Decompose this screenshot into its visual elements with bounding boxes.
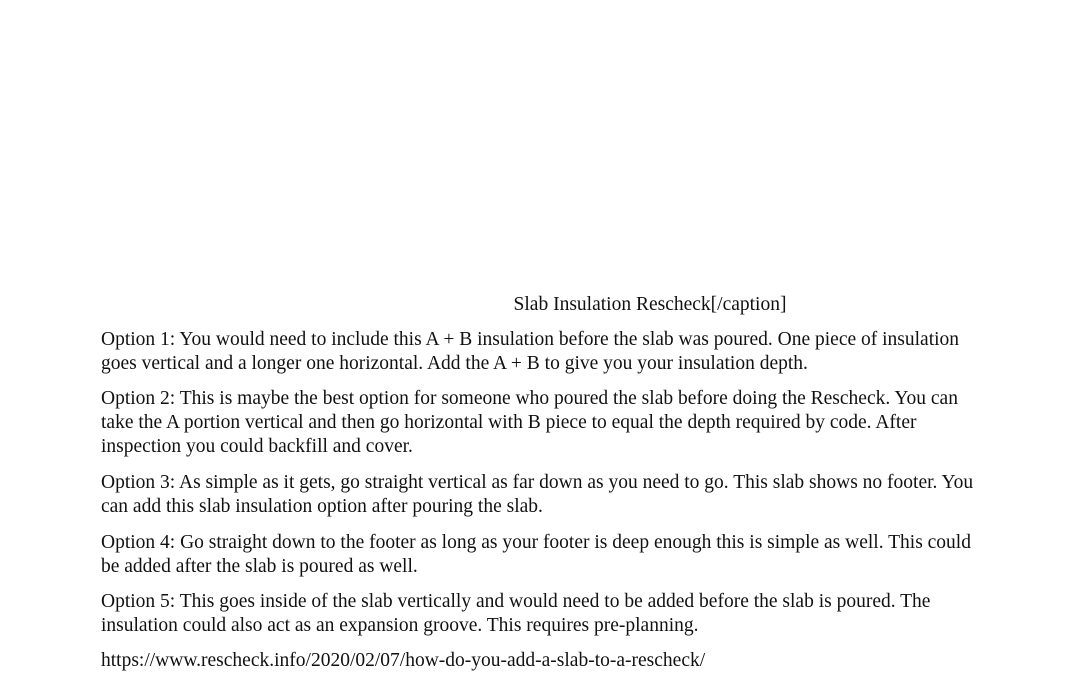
option-1-paragraph: Option 1: You would need to include this A + B insulation before the slab was poured. One piece of insulation goes vertical and a longer one horizontal. Add the A + B to give you your insulation depth. bbox=[101, 329, 960, 374]
option-3-paragraph: Option 3: As simple as it gets, go straight vertical as far down as you need to go. This slab shows no footer. You can add this slab insulation option after pouring the slab. bbox=[101, 472, 974, 517]
option-4-paragraph: Option 4: Go straight down to the footer as long as your footer is deep enough this is simple as well. This could be added after the slab is poured as well. bbox=[101, 532, 971, 577]
option-2-paragraph: Option 2: This is maybe the best option for someone who poured the slab before doing the Rescheck. You can take the A portion vertical and then go horizontal with B piece to equal the depth required by code. After inspection you could backfill and cover. bbox=[101, 388, 958, 457]
option-5-paragraph: Option 5: This goes inside of the slab vertically and would need to be added before the slab is poured. The insulation could also act as an expansion groove. This requires pre-planning. bbox=[101, 591, 931, 636]
image-caption: Slab Insulation Rescheck[/caption] bbox=[513, 294, 787, 315]
source-link[interactable]: https://www.rescheck.info/2020/02/07/how-do-you-add-a-slab-to-a-rescheck/ bbox=[101, 650, 706, 671]
